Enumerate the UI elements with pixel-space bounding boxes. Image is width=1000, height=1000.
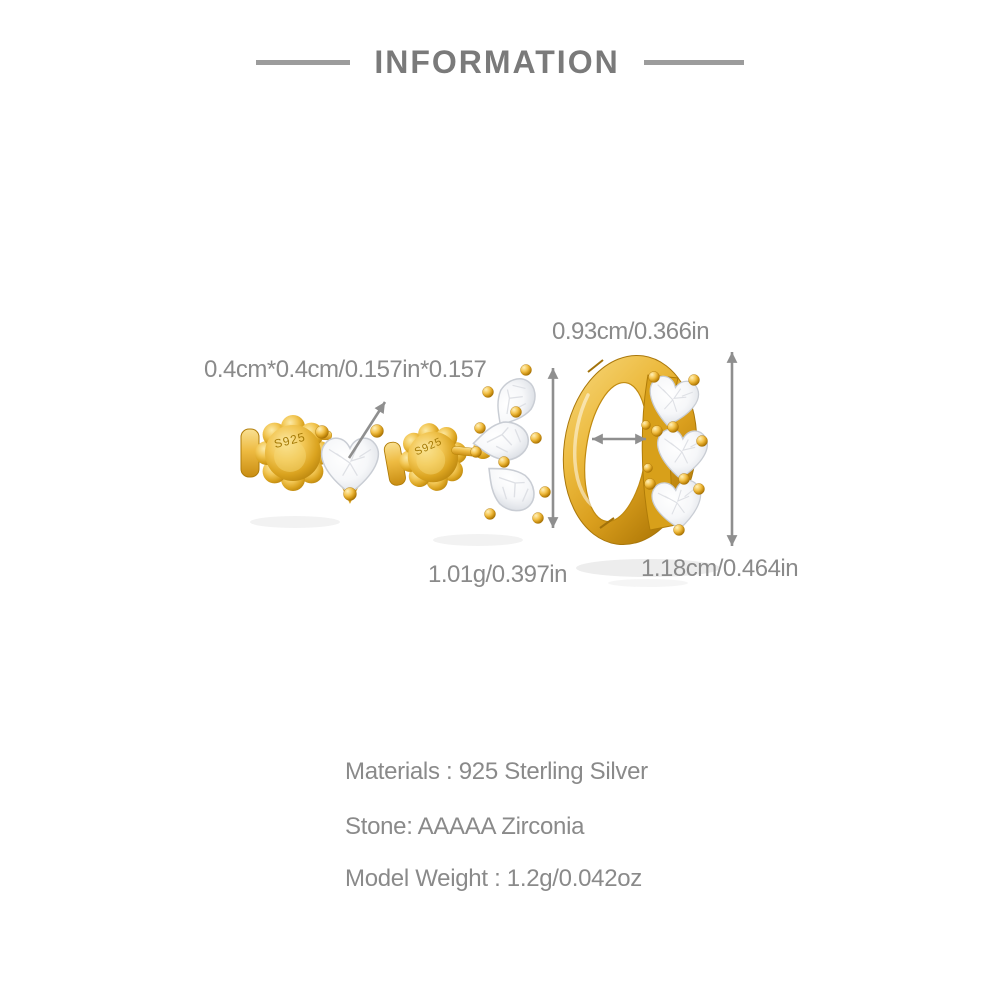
hoop-earring (551, 347, 708, 554)
heart-stud-earring (241, 415, 384, 501)
heart-zirconia-stone (322, 438, 379, 493)
pear-fan-stud-earring (381, 365, 551, 524)
header-title: INFORMATION (374, 44, 620, 80)
butterfly-back (381, 417, 473, 498)
hoop-width-label: 0.93cm/0.366in (552, 318, 710, 345)
materials-spec: Materials : 925 Sterling Silver (345, 758, 648, 785)
stud-size-label: 0.4cm*0.4cm/0.157in*0.157 (204, 356, 487, 383)
weight-spec: Model Weight : 1.2g/0.042oz (345, 865, 642, 892)
stud-height-label: 1.01g/0.397in (428, 561, 567, 588)
pear-zirconia-bottom (476, 454, 542, 519)
stone-spec: Stone: AAAAA Zirconia (345, 813, 585, 840)
hoop-height-label: 1.18cm/0.464in (641, 555, 799, 582)
butterfly-back (241, 415, 331, 491)
